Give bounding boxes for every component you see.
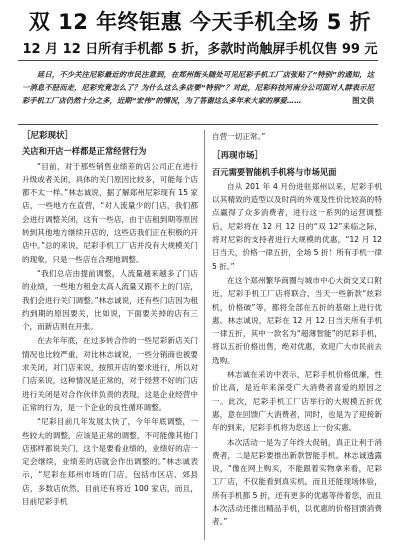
continuation-text: 自营一切正常。” xyxy=(212,132,266,141)
byline: 图文供 xyxy=(352,96,374,105)
right-paragraph: 林志诚在采访中表示，尼彩手机价格低廉，性价比高，是近年来深受广大消费者喜爱的原因之一。此次，尼彩手机工厂店举行的大规模五折优惠，意在回馈广大消费者，同时，也是为了迎接新年的到来，尼彩手机将为您送上一份实惠。 xyxy=(212,370,382,433)
lead-paragraph xyxy=(22,68,374,107)
right-column xyxy=(212,130,382,530)
left-subtitle: 关店和开店一样都是正常经营行为 xyxy=(22,146,147,157)
left-paragraph: “目前，对于那些销售业绩差的店公司正在进行升级或者关闭，具体的关门原因比较多，可能每个店都不太一样。”林志诚说，据了解郑州尼彩现有 15 家店，一些地方在直营，“对人流量少的门店，我们都会进行调整关闭，这有一些店，由于店租到期等原因转到其他地方继续开店的，这些店我们正在积极的开店中。”总的来说，尼彩手机工厂店并没有大规模关门的现象，只是一些店在合理地调整。 xyxy=(22,161,198,264)
left-paragraph: “尼彩目前几年发展太快了，今年年底调整，一些较大的调整，应该是正常的调整，不可能像其他门店那样都说关门，这个是要看业绩的，业绩好的店一定会继续，业绩差的店就会作出调整的。”林志诚表示，“尼彩在郑州市场的门店，包括市区店、郊县店，多数店依然，目前还有将近 100 家店，而且，目前尼彩手机 xyxy=(22,417,198,507)
left-paragraph: 在去年年底，在过多转合作的一些尼彩新店关门情况也比较严重，对比林志诚说，一些分销商也被要求关闭，对门店来说，按照开店的要求进行，所以对门店来说，这种情况是正常的，对于经营不好的门店进行关闭是对合作伙伴负责的表现，这是企业经营中正常的行为，是一个企业的良性循环调整。 xyxy=(22,336,198,412)
lead-text: 延日，不少关注尼彩最近的市民注意到，在郑州街头随处可见尼彩手机工厂店张贴了“特别”的通知，这一消息不胫而走，尼彩究竟怎么了？为什么这么多店要“特别”？对此，尼彩科技河南分公司面对人群表示尼彩手机工厂店仍然十分之多，近期“宏伟”的情况，为了答谢这么多年来大家的厚爱…… xyxy=(22,70,374,105)
headline: 双 12 年终钜惠 今天手机全场 5 折 xyxy=(28,10,372,34)
right-paragraph: 自从 201 年 4 月份进驻郑州以来，尼彩手机以其精致的造型以及时尚的外观及性价比较高的特点赢得了众多消费者，进行这一系列的运营调整后，尼彩将在 12 月 12 日的“双 12”来临之际，将对尼彩的支持者进行大规模的优惠，“12 月 12 日当天，价格一律五折，全场 5 折！所有手机一律 5 折。” xyxy=(212,181,382,271)
left-column xyxy=(22,130,198,509)
column-divider xyxy=(204,130,205,540)
right-paragraph: 本次活动一是为了年终大促销，真正让利于消费者，二是尼彩要推出新款智能手机。林志诚透露说，“像在网上购买，不能跟着实物拿来看，尼彩工厂店，不仅能看到真实机，而且还能现场体验，所有手机都 5 折，还有更多的优惠等待着您，而且本次活动还推出精品手机，以优惠的价格回馈消费者。” xyxy=(212,437,382,527)
subheadline: 12 月 12 日所有手机都 5 折，多款时尚触屏手机仅售 99 元 xyxy=(22,42,378,57)
left-paragraph: “我们总店由提前调整，人流量越来越多了门店的业绩，一些地方租金太高人流量又跟不上的门店，我们会进行关门调整。”林志诚说，还有些门店因为租约到期的原因要关，比如说，下面要关掉的店有三个，而新店则在开张。 xyxy=(22,268,198,332)
section-tag-status: ［尼彩现状］ xyxy=(22,131,74,141)
lead-divider xyxy=(18,124,378,125)
section-tag-market: ［再现市场］ xyxy=(212,151,264,162)
right-subtitle: 百元需要智能机手机将与市场见面 xyxy=(212,166,337,177)
right-paragraph: 在这个郑州繁华商圈与城市中心大街交叉口附近，尼彩手机工厂店将联合，当天一些新款“炫彩机，价格破”等，都将全部在五折的基础上进行优惠。林志诚说，尼彩在 12 月 12 日当天所有手机一律五折，其中一款名为“超薄智能”的尼彩手机，将以五折价格出售，绝对优惠，欢迎广大市民前去选购。 xyxy=(212,275,382,365)
top-divider xyxy=(18,60,378,61)
